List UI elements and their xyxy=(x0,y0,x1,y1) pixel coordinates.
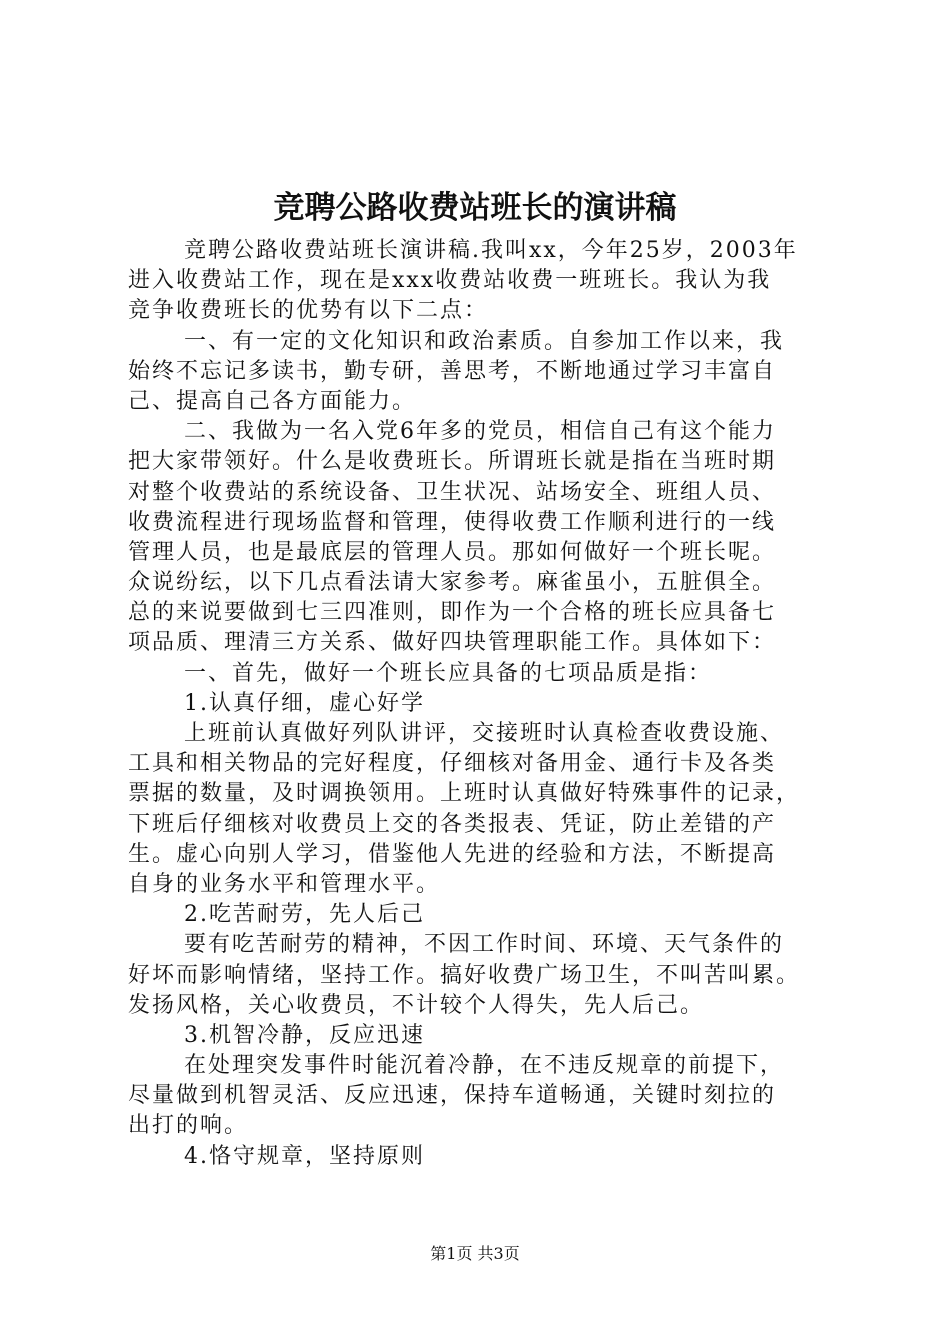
text-line: 一、首先，做好一个班长应具备的七项品质是指： xyxy=(184,660,713,686)
document-title: 竞聘公路收费站班长的演讲稿 xyxy=(273,190,677,226)
text-line: 下班后仔细核对收费员上交的各类报表、凭证，防止差错的产 xyxy=(128,811,777,837)
text-line: 一、有一定的文化知识和政治素质。自参加工作以来，我 xyxy=(184,328,785,354)
text-line: 3.机智冷静，反应迅速 xyxy=(184,1022,425,1048)
text-line: 出打的响。 xyxy=(128,1113,249,1139)
text-line: 尽量做到机智灵活、反应迅速，保持车道畅通，关键时刻拉的 xyxy=(128,1083,777,1109)
text-line: 对整个收费站的系统设备、卫生状况、站场安全、班组人员、 xyxy=(128,479,777,505)
page-footer: 第1页 共3页 xyxy=(430,1244,520,1263)
text-line: 工具和相关物品的完好程度，仔细核对备用金、通行卡及各类 xyxy=(128,751,777,777)
text-line: 二、我做为一名入党6年多的党员，相信自己有这个能力 xyxy=(184,419,776,445)
text-line: 把大家带领好。什么是收费班长。所谓班长就是指在当班时期 xyxy=(128,449,777,475)
text-line: 发扬风格，关心收费员，不计较个人得失，先人后己。 xyxy=(128,992,705,1018)
text-line: 众说纷纭，以下几点看法请大家参考。麻雀虽小，五脏俱全。 xyxy=(128,570,777,596)
text-line: 生。虚心向别人学习，借鉴他人先进的经验和方法，不断提高 xyxy=(128,841,777,867)
text-line: 在处理突发事件时能沉着冷静，在不违反规章的前提下， xyxy=(184,1053,785,1079)
text-line: 管理人员，也是最底层的管理人员。那如何做好一个班长呢。 xyxy=(128,539,777,565)
text-line: 4.恪守规章，坚持原则 xyxy=(184,1143,425,1169)
text-line: 好坏而影响情绪，坚持工作。搞好收费广场卫生，不叫苦叫累。 xyxy=(128,962,801,988)
text-line: 自身的业务水平和管理水平。 xyxy=(128,871,441,897)
text-line: 2.吃苦耐劳，先人后己 xyxy=(184,902,425,928)
text-line: 己、提高自己各方面能力。 xyxy=(128,388,417,414)
document-body xyxy=(128,236,844,1172)
text-line: 票据的数量，及时调换领用。上班时认真做好特殊事件的记录， xyxy=(128,781,801,807)
text-line: 1.认真仔细，虚心好学 xyxy=(184,690,425,716)
text-line: 收费流程进行现场监督和管理，使得收费工作顺利进行的一线 xyxy=(128,509,777,535)
text-line: 要有吃苦耐劳的精神，不因工作时间、环境、天气条件的 xyxy=(184,932,785,958)
text-line: 上班前认真做好列队讲评，交接班时认真检查收费设施、 xyxy=(184,721,785,746)
text-line: 竞争收费班长的优势有以下二点： xyxy=(128,298,489,324)
text-line: 始终不忘记多读书，勤专研，善思考，不断地通过学习丰富自 xyxy=(128,358,777,384)
text-line: 项品质、理清三方关系、做好四块管理职能工作。具体如下： xyxy=(128,630,777,656)
text-line: 总的来说要做到七三四准则，即作为一个合格的班长应具备七 xyxy=(128,600,777,626)
text-line: 进入收费站工作，现在是xxx收费站收费一班班长。我认为我 xyxy=(128,268,772,294)
text-line: 竞聘公路收费站班长演讲稿.我叫xx，今年25岁，2003年 xyxy=(184,238,798,263)
